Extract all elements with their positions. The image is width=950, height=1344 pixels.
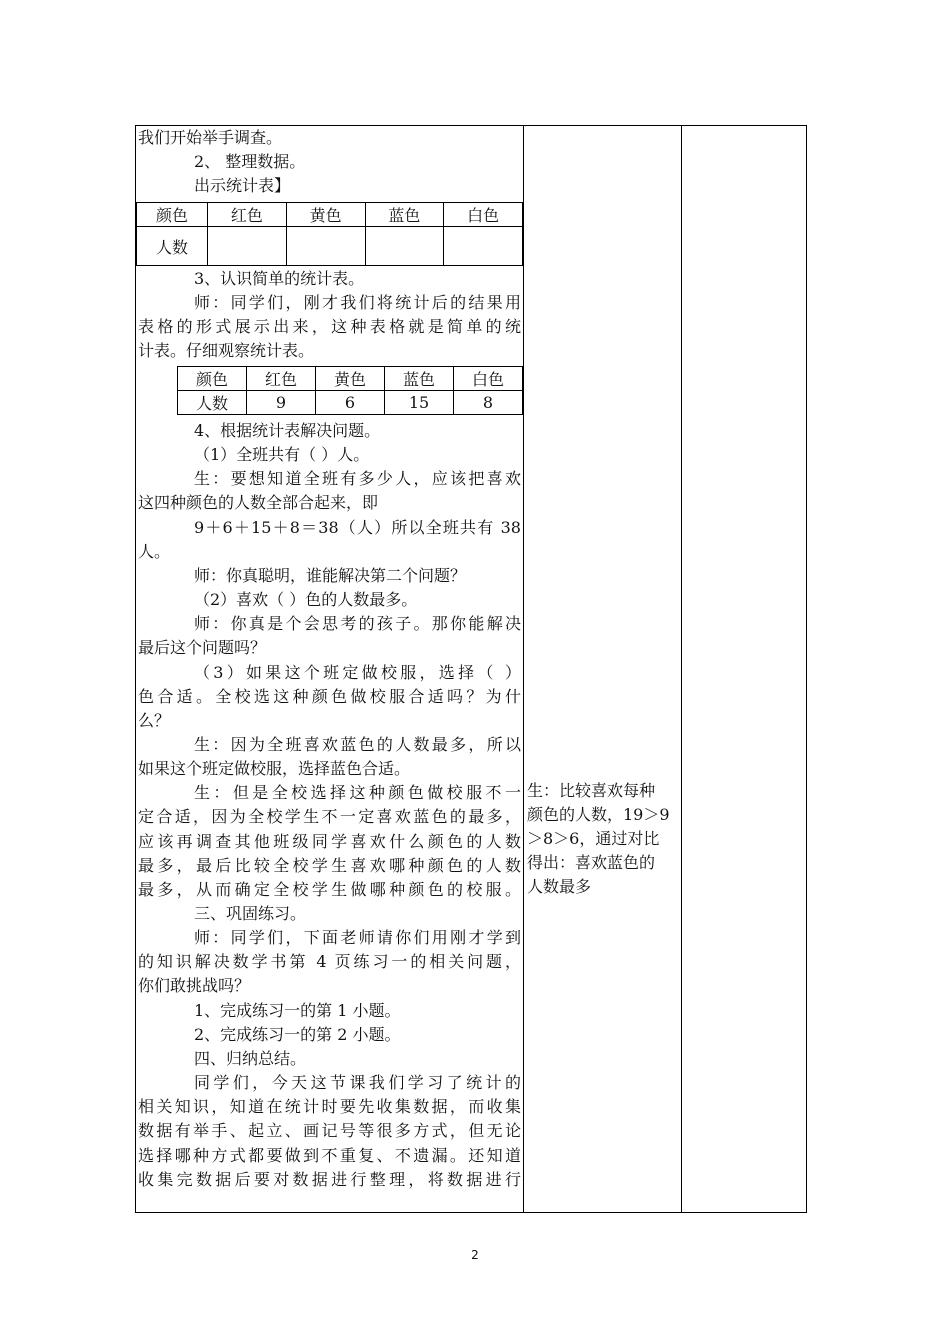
student-activity-text [527,779,677,899]
text-line: 的知识解决数学书第 4 页练习一的相关问题， [138,952,521,972]
text-line: 生：要想知道全班有多少人，应该把喜欢 [194,469,521,489]
text-line: 出示统计表】 [194,176,291,196]
text-line: 如果这个班定做校服，选择蓝色合适。 [138,759,411,779]
text-line: 同学们，今天这节课我们学习了统计的 [194,1073,521,1093]
table-cell: 蓝色 [385,367,454,391]
table-cell: 人数 [178,391,247,415]
text-line: 我们开始举手调查。 [138,128,283,147]
table-cell [208,227,287,266]
text-line: 四、归纳总结。 [194,1048,307,1068]
text-line: （3）如果这个班定做校服，选择（ ） [194,662,521,682]
design-intent-column [682,126,806,1212]
teaching-process-column [136,126,524,1212]
text-line: 三、巩固练习。 [194,904,307,923]
table-row [178,367,523,391]
table-row [137,227,523,266]
table-cell: 白色 [444,203,523,227]
text-line: 最后这个问题吗？ [138,638,267,658]
table-cell: 红色 [247,367,316,391]
statistics-table [136,202,523,266]
table-cell: 白色 [454,367,523,391]
text-line: 3、认识简单的统计表。 [194,269,365,288]
text-line: 2、 整理数据。 [194,152,306,172]
table-row [137,203,523,227]
student-activity-column [524,126,682,1212]
table-cell [444,227,523,266]
table-cell: 红色 [208,203,287,227]
table-cell: 人数 [137,227,208,266]
text-line: 选择哪种方式都要做到不重复、不遗漏。还知道 [138,1145,521,1165]
table-cell: 8 [454,391,523,415]
text-line: 最多，从而确定全校学生做哪种颜色的校服。 [138,879,521,899]
text-line: 这四种颜色的人数全部合起来，即 [138,493,379,513]
table-cell: 颜色 [137,203,208,227]
text-line: 收集完数据后要对数据进行整理，将数据进行 [138,1169,521,1189]
text-line: 人。 [138,541,171,561]
text-line: 师：同学们，刚才我们将统计后的结果用 [194,293,521,313]
text-line: 9＋6＋15＋8＝38（人）所以全班共有 38 [194,517,521,537]
table-cell: 15 [385,391,454,415]
text-line: 计表。仔细观察统计表。 [138,341,315,361]
text-line: 应该再调查其他班级同学喜欢什么颜色的人数 [138,831,521,851]
text-line: 生：因为全班喜欢蓝色的人数最多，所以 [194,734,521,754]
text-line: 师：你真是个会思考的孩子。那你能解决 [194,614,521,634]
text-line: 师：你真聪明，谁能解决第二个问题？ [194,565,467,585]
table-cell: 黄色 [316,367,385,391]
text-line: （2）喜欢（ ）色的人数最多。 [194,590,418,610]
text-line: 你们敢挑战吗？ [138,976,251,996]
text-line: 表格的形式展示出来，这种表格就是简单的统 [138,317,521,337]
text-line: 得出：喜欢蓝色的 [527,853,656,872]
table-cell [365,227,444,266]
table-cell [286,227,365,266]
text-line: 相关知识，知道在统计时要先收集数据，而收集 [138,1097,521,1117]
text-line: 色合适。全校选这种颜色做校服合适吗？为什 [138,686,521,706]
statistics-table [177,366,523,415]
text-line: 最多，最后比较全校学生喜欢哪种颜色的人数 [138,855,521,875]
table-cell: 9 [247,391,316,415]
table-cell: 黄色 [286,203,365,227]
text-line: 么？ [138,710,171,730]
table-cell: 颜色 [178,367,247,391]
text-line: 1、完成练习一的第 1 小题。 [194,1000,401,1020]
text-line: ＞8＞6，通过对比 [527,829,660,848]
text-line: （1）全班共有（ ）人。 [194,445,370,465]
text-line: 生：但是全校选择这种颜色做校服不一 [194,783,521,803]
text-line: 定合适，因为全校学生不一定喜欢蓝色的最多， [138,807,521,827]
page-number: 2 [471,1248,479,1262]
table-cell: 6 [316,391,385,415]
text-line: 生：比较喜欢每种 [527,781,656,800]
text-line: 师：同学们，下面老师请你们用刚才学到 [194,928,521,948]
text-line: 数据有举手、起立、画记号等很多方式，但无论 [138,1121,521,1141]
text-line: 2、完成练习一的第 2 小题。 [194,1024,401,1044]
table-row [178,391,523,415]
lesson-plan-table [135,125,807,1213]
text-line: 颜色的人数，19＞9 [527,805,670,824]
table-cell: 蓝色 [365,203,444,227]
text-line: 人数最多 [527,877,592,896]
text-line: 4、根据统计表解决问题。 [194,421,381,440]
